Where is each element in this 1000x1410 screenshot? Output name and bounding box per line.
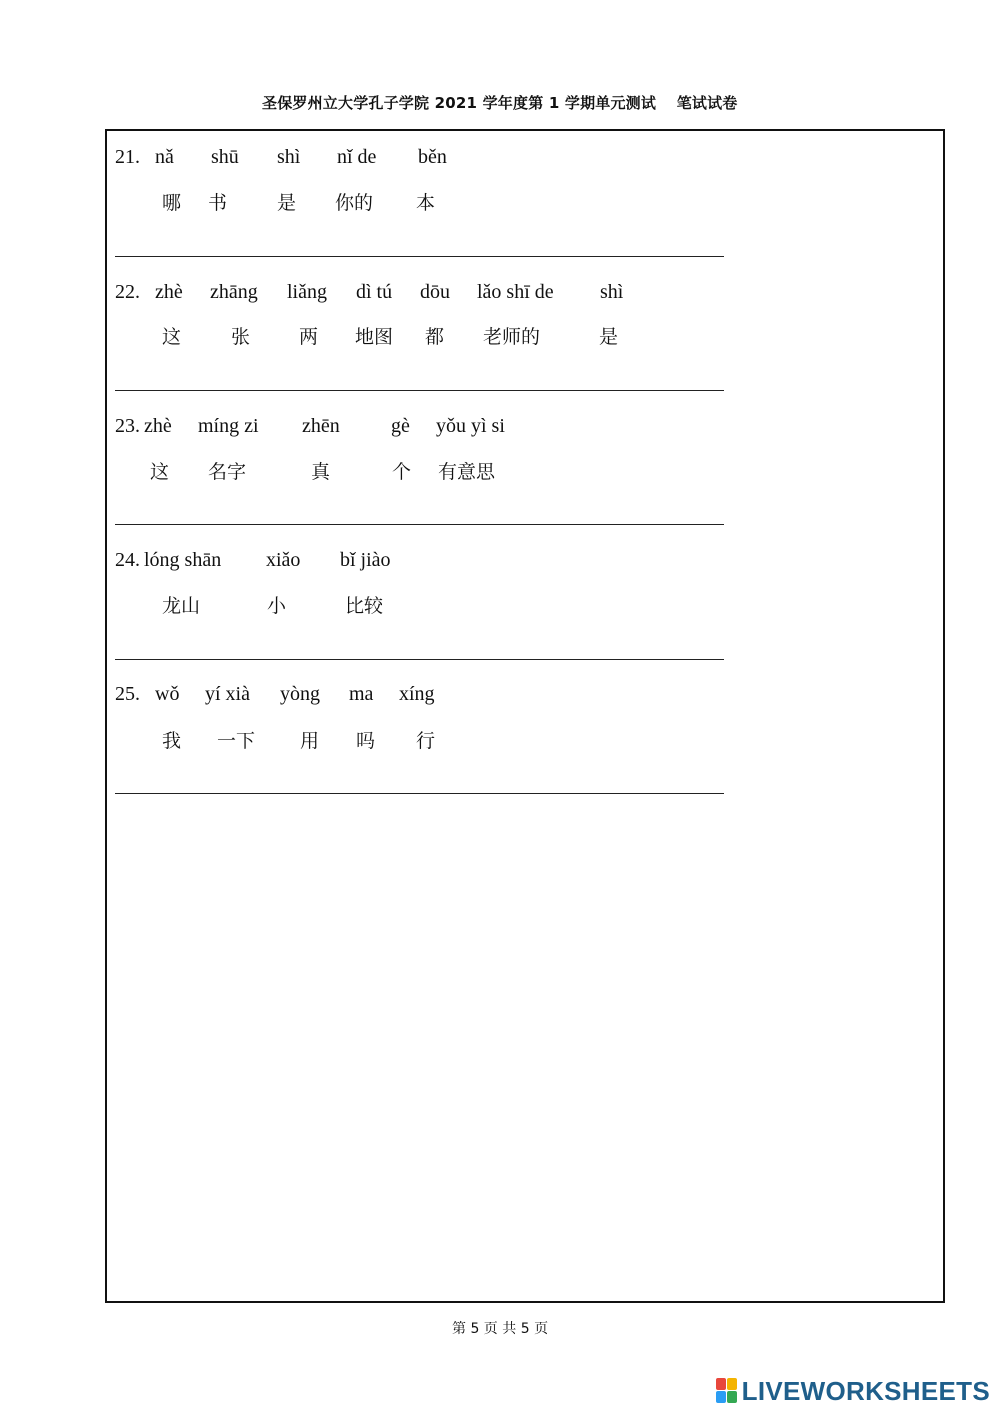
- hanzi-word: 有意思: [438, 461, 496, 483]
- hanzi-word: 行: [416, 730, 436, 752]
- hanzi-word: 比较: [345, 595, 384, 617]
- hanzi-word: 吗: [356, 730, 376, 752]
- hanzi-word: 一下: [217, 730, 256, 752]
- pinyin-word: lóng shān: [144, 549, 222, 571]
- pinyin-word: běn: [418, 146, 447, 168]
- hanzi-word: 张: [231, 326, 251, 348]
- pinyin-word: yí xià: [205, 683, 250, 705]
- pinyin-word: xíng: [399, 683, 435, 705]
- pinyin-word: zhè: [144, 415, 172, 437]
- hanzi-word: 个: [392, 461, 412, 483]
- hanzi-word: 你的: [335, 192, 374, 214]
- question-number: 23.: [115, 415, 140, 437]
- hanzi-word: 都: [425, 326, 445, 348]
- pinyin-word: liǎng: [287, 281, 327, 303]
- pinyin-word: dōu: [420, 281, 450, 303]
- pinyin-word: lǎo shī de: [477, 281, 554, 303]
- pinyin-word: zhāng: [210, 281, 258, 303]
- pinyin-word: wǒ: [155, 683, 180, 705]
- hanzi-word: 用: [300, 730, 320, 752]
- hanzi-word: 老师的: [483, 326, 541, 348]
- hanzi-word: 这: [150, 461, 170, 483]
- answer-line[interactable]: [115, 793, 724, 794]
- liveworksheets-logo-icon: [716, 1378, 738, 1404]
- hanzi-word: 是: [599, 326, 619, 348]
- hanzi-word: 是: [277, 192, 297, 214]
- pinyin-word: nǐ de: [337, 146, 377, 168]
- page-footer: 第 5 页 共 5 页: [452, 1321, 549, 1337]
- pinyin-word: shū: [211, 146, 239, 168]
- answer-line[interactable]: [115, 524, 724, 525]
- answer-line[interactable]: [115, 256, 724, 257]
- hanzi-word: 小: [267, 595, 287, 617]
- liveworksheets-brand: [716, 1374, 990, 1408]
- pinyin-word: zhēn: [302, 415, 340, 437]
- hanzi-word: 我: [162, 730, 182, 752]
- answer-line[interactable]: [115, 659, 724, 660]
- pinyin-word: shì: [600, 281, 624, 303]
- hanzi-word: 书: [208, 192, 228, 214]
- pinyin-word: míng zi: [198, 415, 259, 437]
- pinyin-word: gè: [391, 415, 410, 437]
- pinyin-word: shì: [277, 146, 301, 168]
- pinyin-word: yǒu yì si: [436, 415, 505, 437]
- question-number: 25.: [115, 683, 140, 705]
- brand-name: LIVEWORKSHEETS: [741, 1375, 990, 1406]
- hanzi-word: 哪: [162, 192, 182, 214]
- page-header: 圣保罗州立大学孔子学院 2021 学年度第 1 学期单元测试 笔试试卷: [262, 94, 738, 112]
- hanzi-word: 名字: [208, 461, 247, 483]
- question-number: 24.: [115, 549, 140, 571]
- pinyin-word: dì tú: [356, 281, 393, 303]
- answer-line[interactable]: [115, 390, 724, 391]
- pinyin-word: ma: [349, 683, 374, 705]
- hanzi-word: 这: [162, 326, 182, 348]
- hanzi-word: 真: [311, 461, 331, 483]
- pinyin-word: yòng: [280, 683, 320, 705]
- question-number: 21.: [115, 146, 140, 168]
- pinyin-word: xiǎo: [266, 549, 301, 571]
- pinyin-word: bǐ jiào: [340, 549, 391, 571]
- hanzi-word: 本: [416, 192, 436, 214]
- hanzi-word: 地图: [355, 326, 394, 348]
- hanzi-word: 龙山: [162, 595, 201, 617]
- question-frame: [105, 129, 945, 1303]
- hanzi-word: 两: [299, 326, 319, 348]
- pinyin-word: zhè: [155, 281, 183, 303]
- pinyin-word: nǎ: [155, 146, 174, 168]
- question-number: 22.: [115, 281, 140, 303]
